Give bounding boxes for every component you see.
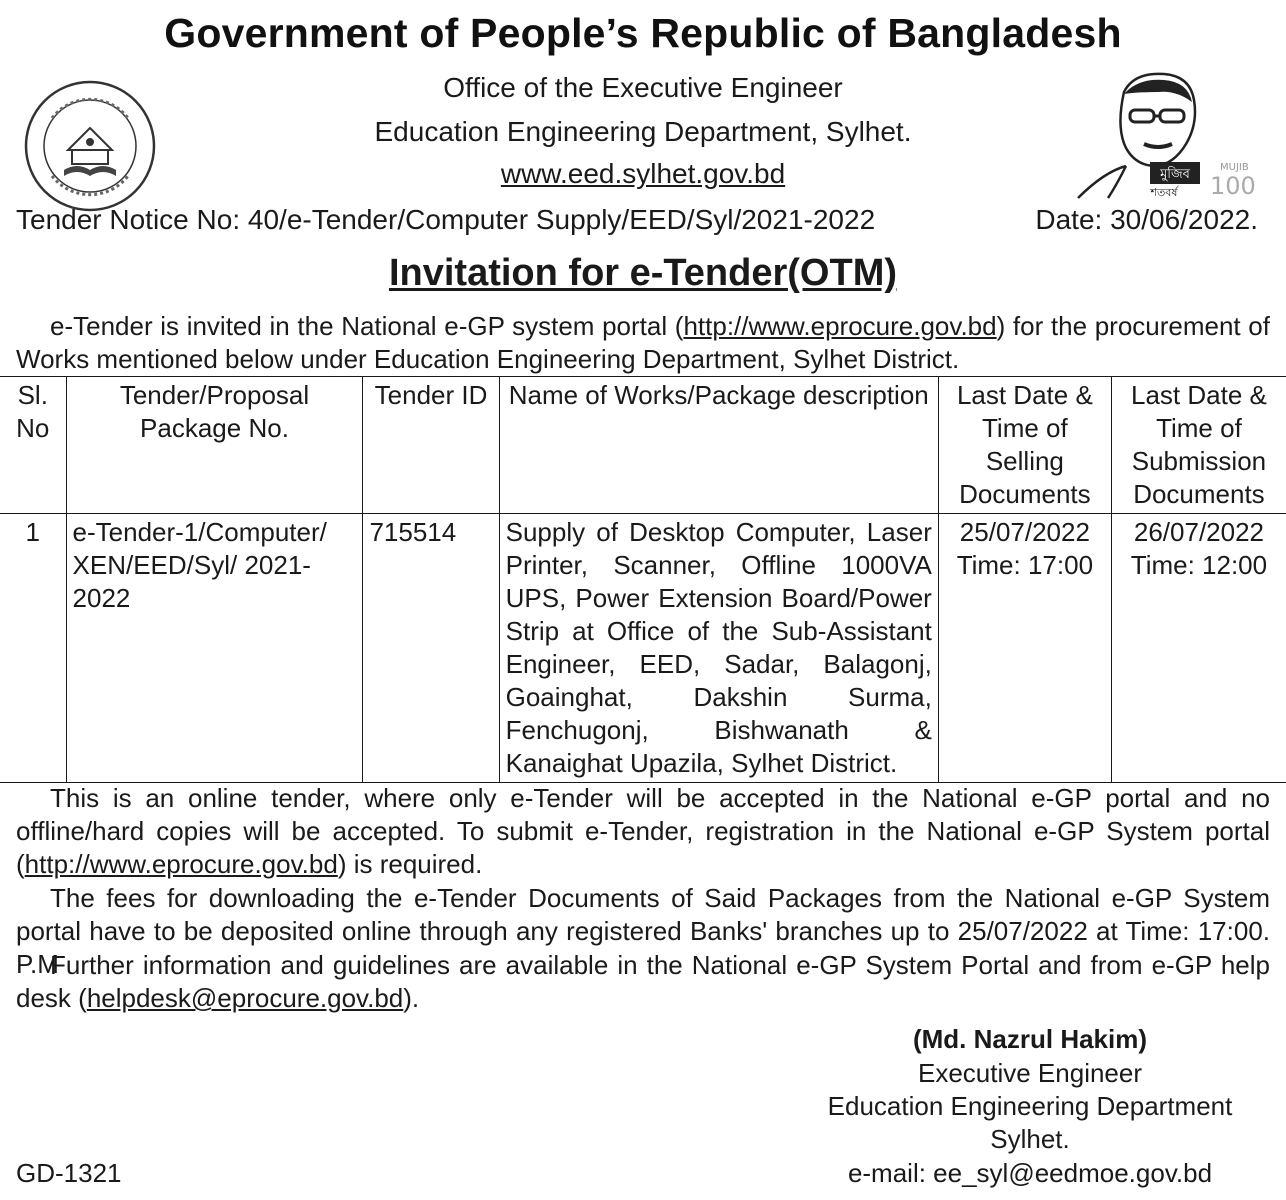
eprocure-link-2[interactable]: http://www.eprocure.gov.bd — [24, 849, 338, 879]
portrait-mark-text-2: শতবর্ষ — [1150, 186, 1178, 199]
page-title — [0, 252, 1286, 295]
online-text: This is an online tender, where only e-Tender will be accepted in the National e-GP portal and no offline/hard copies will be accepted. To submit e-Tender, registration in the National e-GP System portal ( — [16, 783, 1270, 879]
fees-paragraph: The fees for downloading the e-Tender Documents of Said Packages from the National e-GP System portal have to be deposited online through any registered Banks' branches up to 25/07/2022 at Time: 17:00. P.M — [16, 883, 1270, 979]
selling-time: Time: 17:00 — [956, 550, 1094, 580]
col-header-package: Tender/Proposal Package No. — [66, 377, 363, 514]
signatory-city: Sylhet. — [990, 1124, 1070, 1154]
further-text: Further information and guidelines are available in the National e-GP System Portal and from e-GP help desk ( — [16, 950, 1270, 1013]
table-header-row — [0, 377, 1286, 514]
table-row — [0, 514, 1286, 783]
cell-selling — [938, 514, 1111, 783]
signatory-department: Education Engineering Department — [827, 1091, 1233, 1121]
office-name: Office of the Executive Engineer — [443, 72, 843, 103]
signatory-name: (Md. Nazrul Hakim) — [912, 1024, 1148, 1054]
selling-date: 25/07/2022 — [959, 517, 1090, 547]
mujib-centenary-logo — [1064, 66, 1260, 200]
online-tender-paragraph — [16, 782, 1270, 881]
portrait-mark-text-3: MUJIB — [1220, 162, 1249, 173]
cell-submission — [1111, 514, 1286, 783]
portrait-mark-text-4: 100 — [1210, 172, 1256, 200]
notice-date: Date: 30/06/2022. — [1035, 204, 1258, 235]
submission-time: Time: 12:00 — [1130, 550, 1268, 580]
intro-text-end: ) for the procurement of Works mentioned below under Education Engineering Department, Sylhet District. — [16, 311, 1270, 374]
cell-tender-id: 715514 — [363, 514, 499, 783]
tender-notice-number: Tender Notice No: 40/e-Tender/Computer Supply/EED/Syl/2021-2022 — [16, 204, 876, 235]
col-header-submission: Last Date & Time of Submission Documents — [1111, 377, 1286, 514]
ad-code: GD-1321 — [16, 1158, 122, 1188]
page-title-text: Invitation for e-Tender(OTM) — [388, 252, 898, 294]
col-header-selling: Last Date & Time of Selling Documents — [938, 377, 1111, 514]
intro-text: e-Tender is invited in the National e-GP system portal ( — [50, 311, 684, 341]
eprocure-link[interactable]: http://www.eprocure.gov.bd — [683, 311, 997, 341]
signatory-email[interactable]: e-mail: ee_syl@eedmoe.gov.bd — [847, 1158, 1213, 1188]
col-header-tender-id: Tender ID — [363, 377, 499, 514]
col-header-sl: Sl. No — [0, 377, 66, 514]
department-name: Education Engineering Department, Sylhet. — [374, 116, 912, 147]
cell-description: Supply of Desktop Computer, Laser Printer, Scanner, Offline 1000VA UPS, Power Extension Board/Power Strip at Office of the Sub-Assistant Engineer, EED, Sadar, Balagonj, Goainghat, Dakshin Surma, Fenchugonj, Bishwanath & Kanaighat Upazila, Sylhet District. — [499, 514, 938, 783]
submission-date: 26/07/2022 — [1133, 517, 1265, 547]
cell-package: e-Tender-1/Computer/ XEN/EED/Syl/ 2021-2022 — [66, 514, 363, 783]
intro-paragraph — [16, 310, 1270, 376]
department-seal-logo — [22, 78, 158, 214]
col-header-description: Name of Works/Package description — [499, 377, 938, 514]
further-info-paragraph — [16, 949, 1270, 1015]
tender-table — [0, 376, 1286, 783]
helpdesk-email-link[interactable]: helpdesk@eprocure.gov.bd — [86, 983, 404, 1013]
portrait-mark-text: মুজিব — [1160, 167, 1190, 182]
website-link[interactable]: www.eed.sylhet.gov.bd — [500, 158, 786, 189]
signatory-designation: Executive Engineer — [917, 1058, 1143, 1088]
government-title: Government of People’s Republic of Bangladesh — [164, 10, 1122, 56]
online-text-end: ) is required. — [337, 849, 483, 879]
cell-sl: 1 — [0, 514, 66, 783]
further-text-end: ). — [403, 983, 420, 1013]
